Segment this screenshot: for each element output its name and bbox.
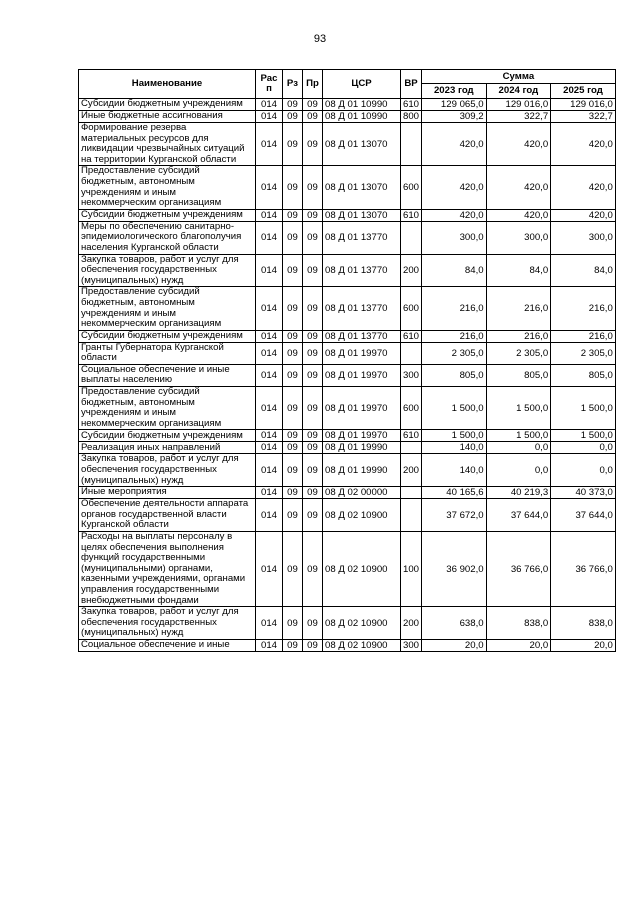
cell-vr: 300 (401, 364, 422, 386)
cell-name: Иные бюджетные ассигнования (79, 111, 256, 123)
cell-amount-2025: 420,0 (551, 166, 616, 209)
cell-amount-2024: 216,0 (486, 287, 551, 330)
header-name: Наименование (79, 70, 256, 99)
cell-vr: 200 (401, 454, 422, 487)
cell-name: Субсидии бюджетным учреждениям (79, 330, 256, 342)
cell-amount-2024: 300,0 (486, 221, 551, 254)
cell-pr: 09 (303, 221, 323, 254)
cell-ras: 014 (256, 254, 283, 287)
cell-name: Закупка товаров, работ и услуг для обеспечения государственных (муниципальных) нужд (79, 254, 256, 287)
cell-vr (401, 342, 422, 364)
budget-table (78, 69, 616, 652)
cell-ras: 014 (256, 607, 283, 640)
cell-amount-2024: 2 305,0 (486, 342, 551, 364)
cell-ras: 014 (256, 442, 283, 454)
table-row (79, 454, 616, 487)
header-year-2025: 2025 год (551, 84, 616, 99)
header-pr: Пр (303, 70, 323, 99)
cell-amount-2023: 420,0 (422, 166, 487, 209)
cell-amount-2024: 838,0 (486, 607, 551, 640)
cell-rz: 09 (283, 209, 303, 221)
cell-pr: 09 (303, 99, 323, 111)
cell-amount-2024: 420,0 (486, 123, 551, 166)
cell-pr: 09 (303, 607, 323, 640)
cell-vr: 600 (401, 287, 422, 330)
cell-amount-2025: 0,0 (551, 454, 616, 487)
cell-pr: 09 (303, 111, 323, 123)
cell-rz: 09 (283, 221, 303, 254)
cell-pr: 09 (303, 454, 323, 487)
cell-amount-2023: 140,0 (422, 454, 487, 487)
cell-vr: 610 (401, 330, 422, 342)
cell-csr: 08 Д 02 10900 (323, 607, 401, 640)
cell-csr: 08 Д 01 19970 (323, 430, 401, 442)
table-row (79, 166, 616, 209)
cell-vr (401, 221, 422, 254)
cell-ras: 014 (256, 454, 283, 487)
cell-amount-2023: 309,2 (422, 111, 487, 123)
cell-pr: 09 (303, 364, 323, 386)
cell-amount-2023: 84,0 (422, 254, 487, 287)
cell-pr: 09 (303, 209, 323, 221)
cell-ras: 014 (256, 123, 283, 166)
cell-csr: 08 Д 01 10990 (323, 99, 401, 111)
cell-amount-2025: 216,0 (551, 287, 616, 330)
cell-name: Гранты Губернатора Курганской области (79, 342, 256, 364)
cell-pr: 09 (303, 287, 323, 330)
cell-amount-2023: 216,0 (422, 287, 487, 330)
cell-amount-2025: 420,0 (551, 123, 616, 166)
cell-csr: 08 Д 02 00000 (323, 487, 401, 499)
table-row (79, 639, 616, 651)
table-row (79, 430, 616, 442)
cell-pr: 09 (303, 442, 323, 454)
header-vr: ВР (401, 70, 422, 99)
header-sum: Сумма (422, 70, 616, 84)
cell-name: Обеспечение деятельности аппарата органов государственной власти Курганской области (79, 499, 256, 532)
cell-amount-2024: 1 500,0 (486, 430, 551, 442)
cell-pr: 09 (303, 487, 323, 499)
cell-amount-2024: 216,0 (486, 330, 551, 342)
cell-pr: 09 (303, 387, 323, 430)
cell-vr: 200 (401, 254, 422, 287)
cell-amount-2025: 805,0 (551, 364, 616, 386)
table-row (79, 221, 616, 254)
cell-csr: 08 Д 02 10900 (323, 639, 401, 651)
cell-amount-2023: 2 305,0 (422, 342, 487, 364)
header-year-2023: 2023 год (422, 84, 487, 99)
cell-name: Закупка товаров, работ и услуг для обеспечения государственных (муниципальных) нужд (79, 454, 256, 487)
cell-csr: 08 Д 01 13770 (323, 287, 401, 330)
table-row (79, 123, 616, 166)
table-row (79, 499, 616, 532)
cell-amount-2023: 420,0 (422, 209, 487, 221)
cell-csr: 08 Д 01 19970 (323, 387, 401, 430)
cell-ras: 014 (256, 99, 283, 111)
cell-amount-2025: 129 016,0 (551, 99, 616, 111)
cell-csr: 08 Д 02 10900 (323, 532, 401, 607)
cell-ras: 014 (256, 387, 283, 430)
cell-name: Социальное обеспечение и иные выплаты населению (79, 364, 256, 386)
cell-vr: 600 (401, 387, 422, 430)
cell-ras: 014 (256, 639, 283, 651)
cell-amount-2025: 36 766,0 (551, 532, 616, 607)
cell-ras: 014 (256, 430, 283, 442)
cell-name: Предоставление субсидий бюджетным, автономным учреждениям и иным некоммерческим организациям (79, 287, 256, 330)
cell-rz: 09 (283, 330, 303, 342)
cell-csr: 08 Д 01 13070 (323, 209, 401, 221)
cell-vr: 300 (401, 639, 422, 651)
cell-pr: 09 (303, 330, 323, 342)
cell-amount-2024: 420,0 (486, 166, 551, 209)
cell-csr: 08 Д 01 19990 (323, 454, 401, 487)
table-row (79, 387, 616, 430)
table-row (79, 330, 616, 342)
cell-ras: 014 (256, 499, 283, 532)
cell-amount-2024: 37 644,0 (486, 499, 551, 532)
cell-amount-2025: 216,0 (551, 330, 616, 342)
cell-amount-2023: 420,0 (422, 123, 487, 166)
cell-vr: 610 (401, 99, 422, 111)
cell-ras: 014 (256, 111, 283, 123)
cell-amount-2023: 638,0 (422, 607, 487, 640)
cell-name: Субсидии бюджетным учреждениям (79, 430, 256, 442)
cell-csr: 08 Д 01 13770 (323, 330, 401, 342)
cell-rz: 09 (283, 430, 303, 442)
cell-csr: 08 Д 02 10900 (323, 499, 401, 532)
cell-pr: 09 (303, 639, 323, 651)
cell-amount-2023: 20,0 (422, 639, 487, 651)
cell-vr: 610 (401, 209, 422, 221)
cell-name: Субсидии бюджетным учреждениям (79, 99, 256, 111)
header-csr: ЦСР (323, 70, 401, 99)
cell-pr: 09 (303, 254, 323, 287)
cell-name: Предоставление субсидий бюджетным, автономным учреждениям и иным некоммерческим организациям (79, 387, 256, 430)
cell-csr: 08 Д 01 13070 (323, 123, 401, 166)
cell-amount-2025: 40 373,0 (551, 487, 616, 499)
cell-rz: 09 (283, 287, 303, 330)
table-row (79, 99, 616, 111)
cell-amount-2023: 216,0 (422, 330, 487, 342)
cell-amount-2025: 322,7 (551, 111, 616, 123)
cell-amount-2024: 40 219,3 (486, 487, 551, 499)
table-row (79, 111, 616, 123)
cell-rz: 09 (283, 442, 303, 454)
cell-csr: 08 Д 01 19970 (323, 342, 401, 364)
table-row (79, 364, 616, 386)
cell-vr (401, 123, 422, 166)
cell-amount-2023: 37 672,0 (422, 499, 487, 532)
table-row (79, 442, 616, 454)
cell-pr: 09 (303, 342, 323, 364)
cell-vr (401, 442, 422, 454)
cell-amount-2024: 420,0 (486, 209, 551, 221)
header-ras: Рас п (256, 70, 283, 99)
cell-ras: 014 (256, 330, 283, 342)
cell-ras: 014 (256, 166, 283, 209)
cell-pr: 09 (303, 166, 323, 209)
cell-vr: 800 (401, 111, 422, 123)
cell-amount-2025: 0,0 (551, 442, 616, 454)
table-row (79, 209, 616, 221)
cell-csr: 08 Д 01 19970 (323, 364, 401, 386)
cell-rz: 09 (283, 487, 303, 499)
cell-csr: 08 Д 01 19990 (323, 442, 401, 454)
cell-vr: 200 (401, 607, 422, 640)
table-row (79, 287, 616, 330)
cell-rz: 09 (283, 639, 303, 651)
cell-vr: 610 (401, 430, 422, 442)
cell-amount-2023: 129 065,0 (422, 99, 487, 111)
cell-amount-2025: 838,0 (551, 607, 616, 640)
cell-ras: 014 (256, 287, 283, 330)
cell-amount-2023: 1 500,0 (422, 387, 487, 430)
cell-amount-2024: 1 500,0 (486, 387, 551, 430)
cell-pr: 09 (303, 123, 323, 166)
cell-rz: 09 (283, 123, 303, 166)
cell-amount-2024: 20,0 (486, 639, 551, 651)
cell-amount-2024: 322,7 (486, 111, 551, 123)
cell-ras: 014 (256, 209, 283, 221)
cell-name: Предоставление субсидий бюджетным, автономным учреждениям и иным некоммерческим организациям (79, 166, 256, 209)
cell-rz: 09 (283, 342, 303, 364)
cell-amount-2023: 40 165,6 (422, 487, 487, 499)
cell-amount-2025: 37 644,0 (551, 499, 616, 532)
cell-pr: 09 (303, 430, 323, 442)
cell-rz: 09 (283, 364, 303, 386)
cell-rz: 09 (283, 99, 303, 111)
cell-ras: 014 (256, 532, 283, 607)
cell-rz: 09 (283, 532, 303, 607)
page-number: 93 (313, 33, 327, 45)
cell-amount-2023: 140,0 (422, 442, 487, 454)
cell-amount-2025: 300,0 (551, 221, 616, 254)
cell-amount-2025: 1 500,0 (551, 430, 616, 442)
cell-csr: 08 Д 01 13770 (323, 254, 401, 287)
table-body (79, 99, 616, 652)
cell-amount-2025: 20,0 (551, 639, 616, 651)
cell-vr (401, 487, 422, 499)
table-row (79, 532, 616, 607)
cell-ras: 014 (256, 342, 283, 364)
cell-amount-2024: 36 766,0 (486, 532, 551, 607)
cell-amount-2024: 805,0 (486, 364, 551, 386)
cell-rz: 09 (283, 607, 303, 640)
cell-amount-2024: 0,0 (486, 454, 551, 487)
cell-name: Формирование резерва материальных ресурсов для ликвидации чрезвычайных ситуаций на территории Курганской области (79, 123, 256, 166)
table-row (79, 342, 616, 364)
cell-csr: 08 Д 01 13770 (323, 221, 401, 254)
cell-name: Реализация иных направлений (79, 442, 256, 454)
cell-rz: 09 (283, 166, 303, 209)
cell-amount-2023: 300,0 (422, 221, 487, 254)
cell-amount-2025: 420,0 (551, 209, 616, 221)
cell-vr: 600 (401, 166, 422, 209)
cell-name: Расходы на выплаты персоналу в целях обеспечения выполнения функций государственными (муниципальными) органами, казенными учреждениями, органами управления государственными внебюджетными фондами (79, 532, 256, 607)
cell-rz: 09 (283, 111, 303, 123)
cell-name: Закупка товаров, работ и услуг для обеспечения государственных (муниципальных) нужд (79, 607, 256, 640)
cell-amount-2024: 129 016,0 (486, 99, 551, 111)
cell-amount-2025: 84,0 (551, 254, 616, 287)
cell-amount-2023: 805,0 (422, 364, 487, 386)
header-year-2024: 2024 год (486, 84, 551, 99)
cell-rz: 09 (283, 454, 303, 487)
cell-ras: 014 (256, 364, 283, 386)
cell-vr (401, 499, 422, 532)
cell-name: Меры по обеспечению санитарно-эпидемиологического благополучия населения Курганской области (79, 221, 256, 254)
cell-csr: 08 Д 01 10990 (323, 111, 401, 123)
cell-pr: 09 (303, 499, 323, 532)
cell-vr: 100 (401, 532, 422, 607)
cell-name: Субсидии бюджетным учреждениям (79, 209, 256, 221)
cell-amount-2023: 36 902,0 (422, 532, 487, 607)
cell-name: Иные мероприятия (79, 487, 256, 499)
header-rz: Рз (283, 70, 303, 99)
cell-amount-2025: 2 305,0 (551, 342, 616, 364)
cell-rz: 09 (283, 387, 303, 430)
cell-name: Социальное обеспечение и иные (79, 639, 256, 651)
cell-ras: 014 (256, 487, 283, 499)
cell-rz: 09 (283, 254, 303, 287)
cell-amount-2025: 1 500,0 (551, 387, 616, 430)
table-row (79, 254, 616, 287)
cell-amount-2023: 1 500,0 (422, 430, 487, 442)
table-row (79, 607, 616, 640)
table-header (79, 70, 616, 99)
cell-pr: 09 (303, 532, 323, 607)
table-row (79, 487, 616, 499)
cell-ras: 014 (256, 221, 283, 254)
cell-rz: 09 (283, 499, 303, 532)
cell-amount-2024: 0,0 (486, 442, 551, 454)
cell-amount-2024: 84,0 (486, 254, 551, 287)
cell-csr: 08 Д 01 13070 (323, 166, 401, 209)
